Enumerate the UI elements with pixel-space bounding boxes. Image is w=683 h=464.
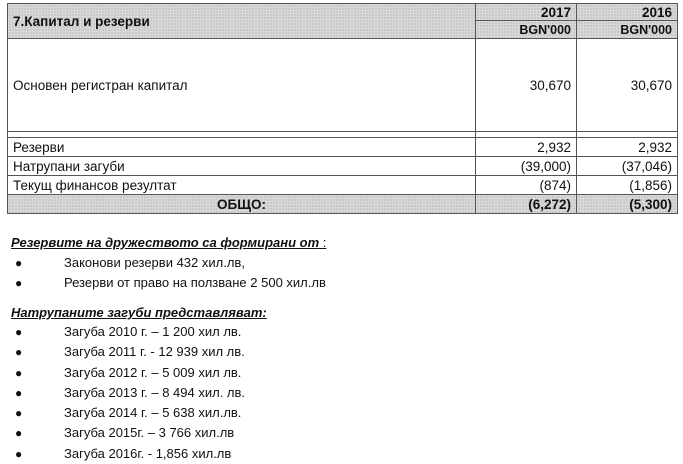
table-row xyxy=(8,157,678,176)
row-value-2017: 2,932 xyxy=(476,138,577,157)
row-value-2016: (1,856) xyxy=(577,176,678,195)
list-item: ● Загуба 2016г. - 1,856 хил.лв xyxy=(11,444,267,464)
bullet-icon: ● xyxy=(15,276,23,291)
row-value-2017: (39,000) xyxy=(476,157,577,176)
losses-list xyxy=(11,322,267,464)
row-label: Основен регистран капитал xyxy=(8,39,476,132)
bullet-icon: ● xyxy=(15,446,23,461)
row-label: Резерви xyxy=(8,138,476,157)
unit-header-2016: BGN'000 xyxy=(577,21,678,39)
list-item: ● Загуба 2014 г. – 5 638 хил.лв. xyxy=(11,403,267,423)
reserves-heading: Резервите на дружеството са формирани от : xyxy=(11,235,327,250)
list-item: ● Загуба 2010 г. – 1 200 хил лв. xyxy=(11,322,267,342)
row-label: Натрупани загуби xyxy=(8,157,476,176)
bullet-icon: ● xyxy=(15,365,23,380)
row-value-2016: 2,932 xyxy=(577,138,678,157)
table-row xyxy=(8,176,678,195)
total-label: ОБЩО: xyxy=(8,195,476,214)
bullet-icon: ● xyxy=(15,426,23,441)
row-value-2016: 30,670 xyxy=(577,39,678,132)
list-item: ● Резерви от право на ползване 2 500 хил.лв xyxy=(11,273,326,293)
total-value-2016: (5,300) xyxy=(577,195,678,214)
year-2016-header: 2016 xyxy=(577,4,678,21)
losses-note xyxy=(11,304,267,464)
list-item: ● Загуба 2012 г. – 5 009 хил лв. xyxy=(11,363,267,383)
reserves-list xyxy=(11,253,326,294)
year-2017-header: 2017 xyxy=(476,4,577,21)
unit-header-2017: BGN'000 xyxy=(476,21,577,39)
losses-heading: Натрупаните загуби представляват: xyxy=(11,305,267,320)
list-item: ● Загуба 2015г. – 3 766 хил.лв xyxy=(11,423,267,443)
row-value-2017: 30,670 xyxy=(476,39,577,132)
table-row xyxy=(8,39,678,132)
table-title: 7.Капитал и резерви xyxy=(8,4,476,39)
total-row xyxy=(8,195,678,214)
list-item: ● Загуба 2013 г. – 8 494 хил. лв. xyxy=(11,383,267,403)
row-value-2017: (874) xyxy=(476,176,577,195)
bullet-icon: ● xyxy=(15,385,23,400)
list-item: ● Законови резерви 432 хил.лв, xyxy=(11,253,326,273)
equity-table xyxy=(7,3,678,214)
total-value-2017: (6,272) xyxy=(476,195,577,214)
bullet-icon: ● xyxy=(15,345,23,360)
bullet-icon: ● xyxy=(15,325,23,339)
row-value-2016: (37,046) xyxy=(577,157,678,176)
reserves-note xyxy=(11,233,326,294)
row-label: Текущ финансов резултат xyxy=(8,176,476,195)
list-item: ● Загуба 2011 г. - 12 939 хил лв. xyxy=(11,342,267,362)
table-row xyxy=(8,138,678,157)
bullet-icon: ● xyxy=(15,406,23,421)
bullet-icon: ● xyxy=(15,256,23,270)
